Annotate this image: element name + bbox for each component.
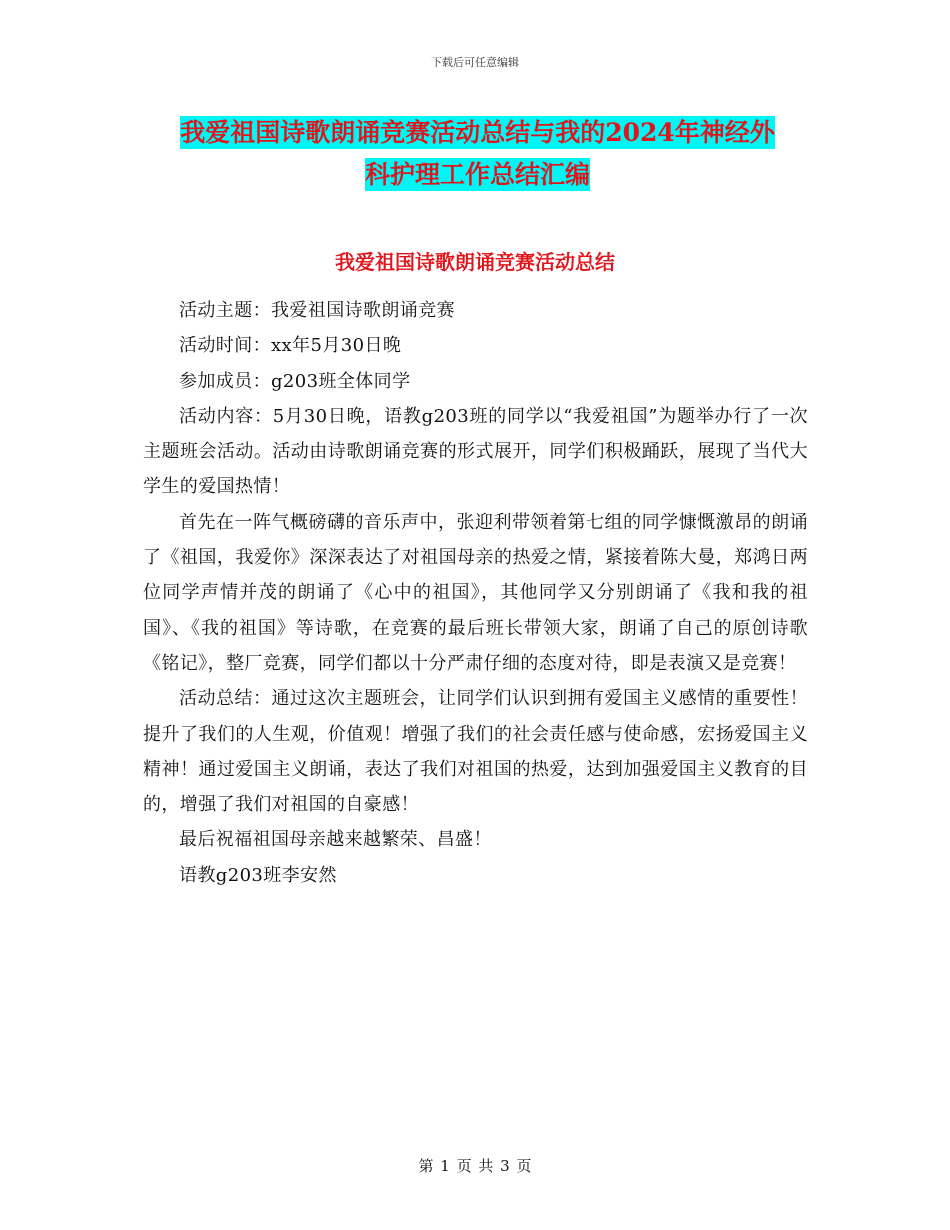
paragraph-activity-time: 活动时间：xx年5月30日晚: [179, 335, 402, 357]
paragraph-closing-wish: 最后祝福祖国母亲越来越繁荣、昌盛！: [179, 829, 492, 851]
header-note: 下载后可任意编辑: [431, 56, 519, 69]
paragraph-activity-theme: 活动主题：我爱祖国诗歌朗诵竞赛: [179, 300, 455, 321]
paragraph-activity-content: 活动内容：5月30日晚，语教g203班的同学以“我爱祖国”为题举办行了一次主题班会活动。活动由诗歌朗诵竞赛的形式展开，同学们积极踊跃，展现了当代大学生的爱国热情！: [143, 405, 808, 498]
paragraph-performance: 首先在一阵气概磅礴的音乐声中，张迎利带领着第七组的同学慷慨激昂的朗诵了《祖国，我爱你》深深表达了对祖国母亲的热爱之情，紧接着陈大曼，郑鸿日两位同学声情并茂的朗诵了《心中的祖国》，其他同学又分别朗诵了《我和我的祖国》、《我的祖国》等诗歌，在竞赛的最后班长带领大家，朗诵了自己的原创诗歌《铭记》，整厂竞赛，同学们都以十分严肃仔细的态度对待，即是表演又是竞赛！: [143, 511, 808, 674]
paragraph-activity-summary: 活动总结：通过这次主题班会，让同学们认识到拥有爱国主义感情的重要性！提升了我们的人生观，价值观！增强了我们的社会责任感与使命感，宏扬爱国主义精神！通过爱国主义朗诵，表达了我们对祖国的热爱，达到加强爱国主义教育的目的，增强了我们对祖国的自豪感！: [143, 688, 808, 816]
document-title: [145, 112, 810, 196]
document-title-line-2: 科护理工作总结汇编: [364, 160, 590, 189]
document-title-line-1: 我爱祖国诗歌朗诵竞赛活动总结与我的2024年神经外: [180, 118, 775, 147]
paragraph-signature: 语教g203班李安然: [179, 864, 337, 886]
paragraph-participants: 参加成员：g203班全体同学: [179, 370, 411, 392]
section-title: 我爱祖国诗歌朗诵竞赛活动总结: [335, 250, 615, 274]
page-footer: 第 1 页 共 3 页: [418, 1157, 532, 1175]
body-text: [143, 293, 808, 893]
